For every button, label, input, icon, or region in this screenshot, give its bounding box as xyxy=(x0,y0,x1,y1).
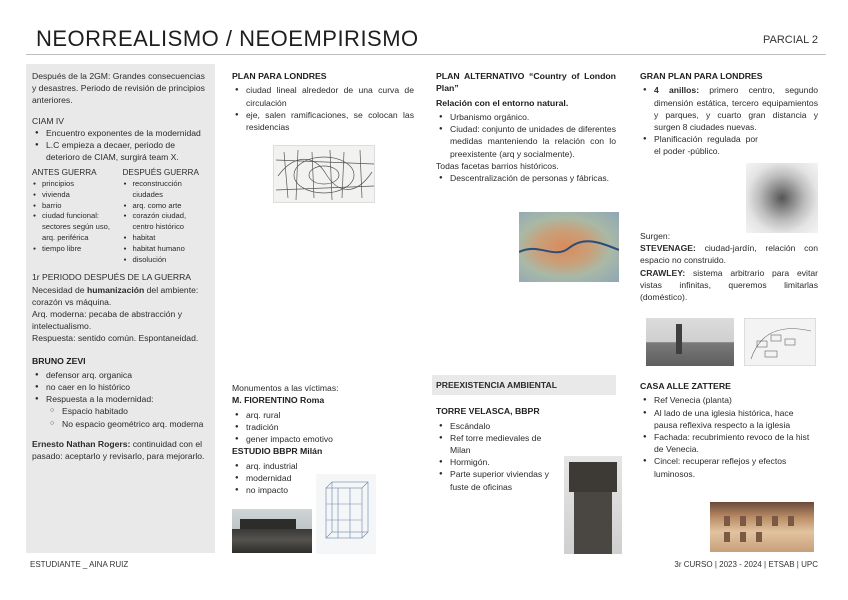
zattere-photo xyxy=(710,502,814,552)
periodo-line3: Respuesta: sentido común. Espontaneidad. xyxy=(32,333,199,344)
list-item: ● Descentralización de personas y fábricas. xyxy=(436,172,616,184)
fiorentino-list xyxy=(232,409,414,446)
list-item: ● tradición xyxy=(232,421,414,433)
crawley-desc: sistema arbitrario para evitar vistas infinitas, queremos limitarlas (doméstico). xyxy=(640,267,818,303)
zevi-sublist xyxy=(32,405,209,429)
periodo-bold: humanización xyxy=(86,284,145,295)
map-river xyxy=(519,212,619,282)
plan-londres-title: PLAN PARA LONDRES xyxy=(232,71,327,81)
london-plan-sketch xyxy=(274,146,375,203)
list-item: ● habitat humano xyxy=(123,244,210,255)
list-item: ● tiempo libre xyxy=(32,244,119,255)
list-item: ● Urbanismo orgánico. xyxy=(436,111,616,123)
list-item: ● Planificación regulada por el poder -público. xyxy=(640,133,818,157)
footer-student: ESTUDIANTE _ AINA RUIZ xyxy=(30,560,129,569)
stevenage-label: STEVENAGE: xyxy=(640,243,696,254)
column-londres xyxy=(232,70,414,133)
list-item: ○ Espacio habitado xyxy=(50,405,209,417)
list-item: ● defensor arq. organica xyxy=(32,369,209,381)
alt-plan-line: Todas facetas barrios históricos. xyxy=(436,160,559,171)
zattere-list xyxy=(640,394,818,479)
list-item: ● Al lado de una iglesia histórica, hace pausa reflexiva respecto a la iglesia xyxy=(640,407,818,431)
zattere-facade xyxy=(710,502,814,552)
bbpr-title: ESTUDIO BBPR Milán xyxy=(232,446,323,457)
surgen-text: Surgen: xyxy=(640,231,671,241)
zattere-title: CASA ALLE ZATTERE xyxy=(640,381,731,391)
list-item xyxy=(640,84,818,133)
column-gran-plan xyxy=(640,70,818,158)
gran-plan-list xyxy=(640,84,818,157)
monument-slab xyxy=(240,519,296,529)
list-item: ● habitat xyxy=(123,233,210,244)
periodo-text xyxy=(32,284,209,308)
tower-shaft xyxy=(574,492,612,554)
list-item: ● arq. rural xyxy=(232,409,414,421)
rogers-desc: continuidad con el pasado: aceptarlo y revisarlo, para mejorarlo. xyxy=(32,438,205,462)
stevenage-desc: ciudad-jardín, relación con espacio no construido. xyxy=(640,243,818,266)
crawley-plan xyxy=(744,318,816,366)
periodo-line2: Arq. moderna: pecaba de abstracción y intelectualismo. xyxy=(32,308,183,332)
preexistencia-band: PREEXISTENCIA AMBIENTAL xyxy=(432,375,616,395)
page-title: NEORREALISMO / NEOEMPIRISMO xyxy=(36,26,419,51)
list-item: ● corazón ciudad, centro histórico xyxy=(123,211,210,233)
crawley-text xyxy=(640,267,818,304)
country-plan-map xyxy=(519,212,619,282)
list-item: ● ciudad funcional: sectores según uso, arq. periférica xyxy=(32,211,119,243)
alt-plan-list xyxy=(436,111,616,160)
despues-title: DESPUÉS GUERRA xyxy=(122,168,199,178)
list-item: ● Ref torre medievales de Milan xyxy=(436,432,562,456)
column-country-plan xyxy=(436,70,616,184)
periodo-title: 1r PERIODO DESPUÉS DE LA GUERRA xyxy=(32,272,192,283)
antes-despues-table xyxy=(32,167,209,265)
alt-plan-subtitle: Relación con el entorno natural. xyxy=(436,97,569,108)
list-item: ○ No espacio geométrico arq. moderna xyxy=(50,418,209,430)
list-item: ● Respuesta a la modernidad: xyxy=(32,393,209,405)
anillos-label: 4 anillos: xyxy=(654,85,700,96)
parcial-label: PARCIAL 2 xyxy=(762,34,818,46)
alt-plan-list2 xyxy=(436,172,616,184)
list-item: ● Escándalo xyxy=(436,420,562,432)
column-context xyxy=(26,64,215,553)
stevenage-text xyxy=(640,242,818,266)
list-item: ● disolución xyxy=(123,255,210,266)
list-item: ● Hormigón. xyxy=(436,456,562,468)
footer-course: 3r CURSO | 2023 - 2024 | ETSAB | UPC xyxy=(674,560,818,569)
column-zattere xyxy=(640,380,818,480)
list-item: ● ciudad lineal alrededor de una curva de circulación xyxy=(232,84,414,108)
list-item: ● barrio xyxy=(32,201,119,212)
ciam-title: CIAM IV xyxy=(32,115,64,126)
list-item: ● reconstrucción ciudades xyxy=(123,179,210,201)
list-item: ● eje, salen ramificaciones, se colocan las residencias xyxy=(232,109,414,133)
list-item: ● L.C empieza a decaer, periodo de deterioro de CIAM, surgirá team X. xyxy=(32,139,209,163)
header-divider xyxy=(26,54,826,55)
rogers-text xyxy=(32,438,209,462)
alt-plan-title: PLAN ALTERNATIVO “Country of London Plan” xyxy=(436,71,616,94)
periodo-pre: Necesidad de xyxy=(32,284,87,295)
antes-list xyxy=(32,179,119,254)
fiorentino-photo xyxy=(232,509,312,553)
list-item: ● Parte superior viviendas y fuste de oficinas xyxy=(436,468,562,492)
bbpr-cube-drawing xyxy=(316,474,376,554)
anillos-text: primero centro, segundo dimensión estática, tercero equipamientos y parques, y cuarto gran distancia y surgen 8 ciudades nuevas. xyxy=(654,85,819,132)
intro-text: Después de la 2GM: Grandes consecuencias y desastres. Periodo de revisión de principios anteriores. xyxy=(32,71,205,106)
list-item: ● arq. como arte xyxy=(123,201,210,212)
gran-plan-title: GRAN PLAN PARA LONDRES xyxy=(640,71,763,81)
list-item: ● vivienda xyxy=(32,190,119,201)
crawley-sketch xyxy=(745,319,816,366)
crawley-label: CRAWLEY: xyxy=(640,267,686,278)
list-item: ● principios xyxy=(32,179,119,190)
bbpr-sketch xyxy=(316,474,376,554)
torre-velasca-photo xyxy=(564,456,622,554)
list-item: ● Encuentro exponentes de la modernidad xyxy=(32,127,209,139)
list-item: ● Ref Venecia (planta) xyxy=(640,394,818,406)
tower-top xyxy=(569,462,617,492)
london-plan-image xyxy=(273,145,375,203)
gran-plan-map xyxy=(746,163,818,233)
fiorentino-title: M. FIORENTINO Roma xyxy=(232,395,325,406)
rogers-name: Ernesto Nathan Rogers: xyxy=(32,438,131,449)
list-item: ● no caer en lo histórico xyxy=(32,381,209,393)
clock-tower xyxy=(676,324,682,354)
velasca-list xyxy=(436,420,562,493)
zevi-title: BRUNO ZEVI xyxy=(32,355,86,366)
ciam-list xyxy=(32,127,209,164)
despues-list xyxy=(123,179,210,265)
list-item: ● gener impacto emotivo xyxy=(232,433,414,445)
list-item: ● Fachada: recubrimiento revoco de la hist de Venecia. xyxy=(640,431,818,455)
velasca-title: TORRE VELASCA, BBPR xyxy=(436,406,540,417)
list-item: ● modernidad xyxy=(232,472,414,484)
antes-title: ANTES GUERRA xyxy=(32,168,97,178)
monumentos-text: Monumentos a las víctimas: xyxy=(232,383,339,393)
column-surgen xyxy=(640,230,818,303)
list-item: ● Ciudad: conjunto de unidades de diferentes medidas manteniendo la relación con lo preexistente (arq y socialmente). xyxy=(436,123,616,160)
list-item: ● arq. industrial xyxy=(232,460,414,472)
list-item: ● Cincel: recuperar reflejos y efectos luminosos. xyxy=(640,455,818,479)
plan-londres-list xyxy=(232,84,414,133)
zevi-list xyxy=(32,369,209,406)
periodo-post: del ambiente: corazón vs máquina. xyxy=(32,284,199,307)
stevenage-photo xyxy=(646,318,734,366)
list-item: ● no impacto xyxy=(232,484,414,496)
